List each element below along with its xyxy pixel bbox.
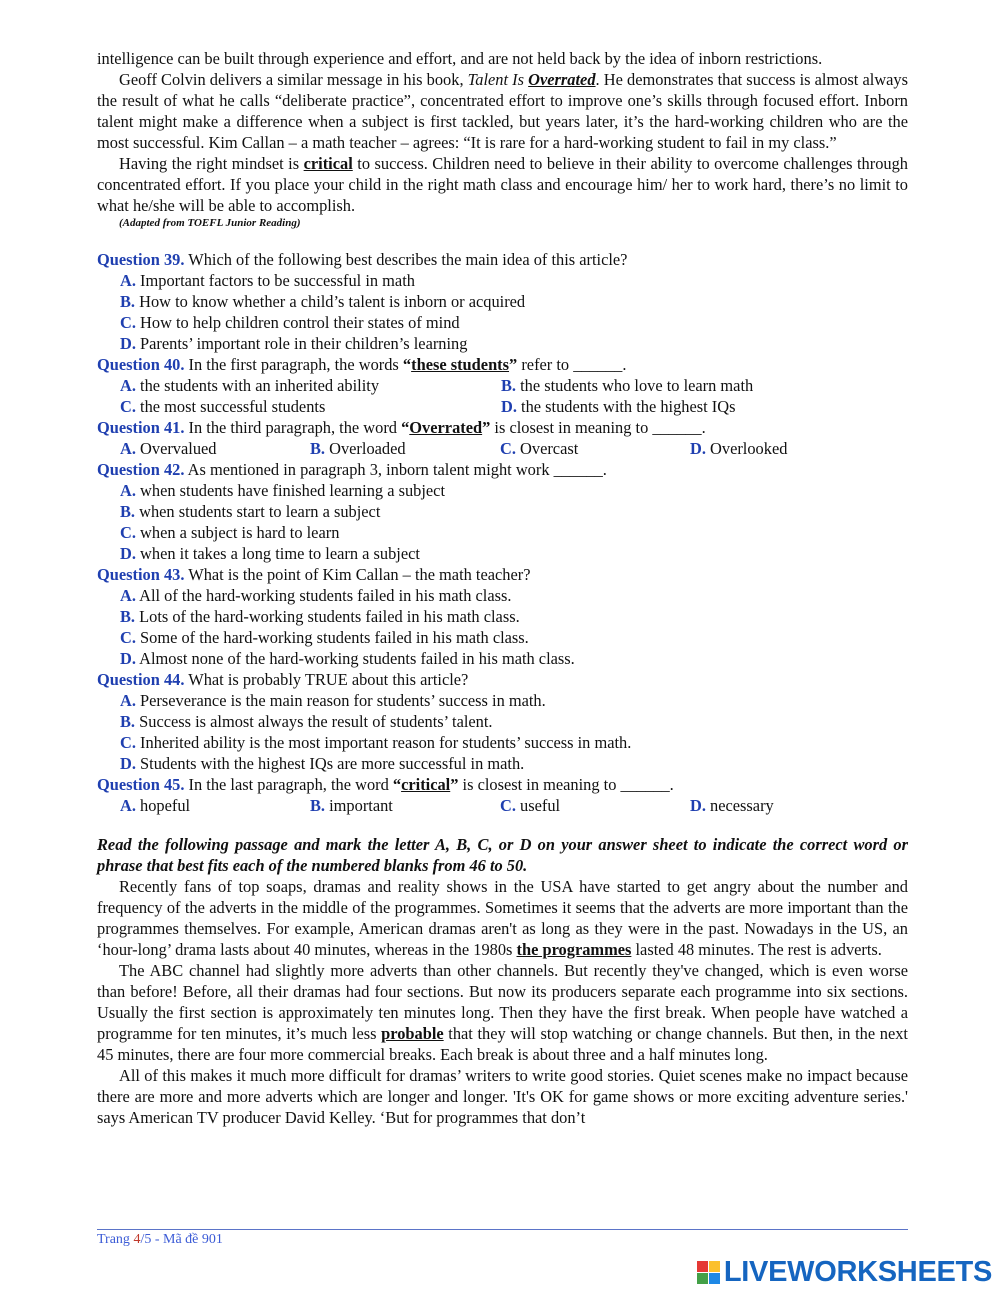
highlighted-word-critical: critical [303, 154, 353, 173]
question-40-option-b[interactable]: B. the students who love to learn math [501, 376, 754, 395]
question-45-option-c[interactable]: C. useful [500, 796, 561, 815]
liveworksheets-logo[interactable] [697, 1256, 992, 1289]
question-44-stem: Question 44. What is probably TRUE about this article? [97, 670, 469, 689]
question-39-option-d[interactable]: D. Parents’ important role in their children’s learning [120, 334, 468, 353]
question-39-stem: Question 39. Which of the following best describes the main idea of this article? [97, 250, 628, 269]
question-42-option-a[interactable]: A. when students have finished learning a subject [120, 481, 445, 500]
logo-blocks-icon [697, 1261, 720, 1284]
question-40-option-d[interactable]: D. the students with the highest IQs [501, 397, 736, 416]
question-39-option-b[interactable]: B. How to know whether a child’s talent is inborn or acquired [120, 292, 526, 311]
question-41-options-row [97, 438, 908, 459]
question-43 [97, 564, 908, 669]
question-41-option-a[interactable]: A. Overvalued [120, 439, 217, 458]
logo-text: LIVEWORKSHEETS [723, 1256, 992, 1288]
question-40-stem: Question 40. In the first paragraph, the words “these students” refer to ______. [97, 355, 627, 374]
question-39-option-a[interactable]: A. Important factors to be successful in math [120, 271, 415, 290]
passage1-paragraph-2: Geoff Colvin delivers a similar message in his book, Talent Is Overrated. He demonstrates that success is almost always the result of what he calls “deliberate practice”, concentrated effort to improve one’s skills through focused effort. Inborn talent might make a difference when a subject is first tackled, but years later, it’s the hard-working children who are the most successful. Kim Callan – a math teacher – agrees: “It is rare for a hard-working student to fail in my class.” [97, 70, 909, 152]
question-42 [97, 459, 908, 564]
question-40-option-c[interactable]: C. the most successful students [120, 397, 326, 416]
question-42-option-d[interactable]: D. when it takes a long time to learn a subject [120, 544, 420, 563]
question-43-option-c[interactable]: C. Some of the hard-working students failed in his math class. [120, 628, 529, 647]
question-41-option-c[interactable]: C. Overcast [500, 439, 579, 458]
question-44-option-b[interactable]: B. Success is almost always the result of students’ talent. [120, 712, 493, 731]
question-39 [97, 249, 908, 354]
question-41-option-b[interactable]: B. Overloaded [310, 439, 406, 458]
passage2-paragraph-3: All of this makes it much more difficult for dramas’ writers to write good stories. Quiet scenes make no impact because there are more and more adverts which are longer and longer. 'It's OK for game shows or more exciting adventure series.' says American TV producer David Kelley. ‘But for programmes that don’t [97, 1066, 908, 1127]
page-footer: Trang 4/5 - Mã đề 901 [97, 1232, 223, 1247]
question-42-stem: Question 42. As mentioned in paragraph 3, inborn talent might work ______. [97, 460, 607, 479]
question-45-option-a[interactable]: A. hopeful [120, 796, 191, 815]
question-40-option-a[interactable]: A. the students with an inherited ability [120, 376, 380, 395]
passage1-paragraph-3: Having the right mindset is critical to success. Children need to believe in their ability to overcome challenges through concentrated effort. If you place your child in the right math class and encourage him/ her to work hard, there’s no limit to what he/she will be able to accomplish. [97, 154, 908, 215]
question-44-option-a[interactable]: A. Perseverance is the main reason for students’ success in math. [120, 691, 546, 710]
question-39-option-c[interactable]: C. How to help children control their states of mind [120, 313, 460, 332]
question-45-option-d[interactable]: D. necessary [690, 796, 774, 815]
question-43-option-d[interactable]: D. Almost none of the hard-working students failed in his math class. [120, 649, 575, 668]
passage2-paragraph-2: The ABC channel had slightly more adverts than other channels. But recently they've changed, which is even worse than before! Before, all their dramas had four sections. But now its producers separate each programme into six sections. Usually the first section is approximately ten minutes long. Then they have the first break. When people have watched a programme for ten minutes, it’s much less probable that they will stop watching or change channels. But then, in the next 45 minutes, there are four more commercial breaks. Each break is about three and a half minutes long. [97, 961, 908, 1064]
question-41-option-d[interactable]: D. Overlooked [690, 439, 788, 458]
spacer [97, 816, 908, 834]
question-44 [97, 669, 908, 774]
highlighted-word-overrated: Overrated [528, 70, 596, 89]
question-45 [97, 774, 908, 816]
question-41-stem: Question 41. In the third paragraph, the word “Overrated” is closest in meaning to ______. [97, 418, 706, 437]
quoted-word: “these students” [402, 355, 518, 374]
question-44-option-d[interactable]: D. Students with the highest IQs are more successful in math. [120, 754, 525, 773]
book-title: Talent Is Overrated [467, 70, 596, 89]
spacer [97, 231, 908, 249]
quoted-word: “Overrated” [401, 418, 491, 437]
question-42-option-c[interactable]: C. when a subject is hard to learn [120, 523, 340, 542]
footer-divider [97, 1229, 908, 1230]
question-41 [97, 417, 908, 459]
question-45-option-b[interactable]: B. important [310, 796, 393, 815]
passage1-paragraph-1-tail: intelligence can be built through experience and effort, and are not held back by the idea of inborn restrictions. [97, 49, 823, 68]
passage2-paragraph-1: Recently fans of top soaps, dramas and reality shows in the USA have started to get angry about the number and frequency of the adverts in the middle of the programmes. Sometimes it seems that the adverts are more important than the programmes themselves. For example, American dramas aren't as long as they were in the past. Nowadays in the US, an ‘hour-long’ drama lasts about 40 minutes, whereas in the 1980s the programmes lasted 48 minutes. The rest is adverts. [97, 877, 908, 959]
question-40 [97, 354, 908, 417]
question-43-option-b[interactable]: B. Lots of the hard-working students failed in his math class. [120, 607, 520, 626]
quoted-word: “critical” [392, 775, 459, 794]
highlighted-word-probable: probable [381, 1024, 444, 1043]
passage-source: (Adapted from TOEFL Junior Reading) [119, 217, 301, 229]
question-45-stem: Question 45. In the last paragraph, the word “critical” is closest in meaning to ______. [97, 775, 674, 794]
question-45-options-row [97, 795, 908, 816]
worksheet-page [97, 48, 908, 1128]
question-43-stem: Question 43. What is the point of Kim Callan – the math teacher? [97, 565, 531, 584]
question-43-option-a[interactable]: A. All of the hard-working students failed in his math class. [120, 586, 512, 605]
highlighted-phrase-the-programmes: the programmes [516, 940, 632, 959]
question-42-option-b[interactable]: B. when students start to learn a subject [120, 502, 381, 521]
question-40-options-row-2 [97, 396, 908, 417]
section-instruction: Read the following passage and mark the letter A, B, C, or D on your answer sheet to indicate the correct word or phrase that best fits each of the numbered blanks from 46 to 50. [97, 835, 908, 875]
question-44-option-c[interactable]: C. Inherited ability is the most important reason for students’ success in math. [120, 733, 632, 752]
question-40-options-row-1 [97, 375, 908, 396]
